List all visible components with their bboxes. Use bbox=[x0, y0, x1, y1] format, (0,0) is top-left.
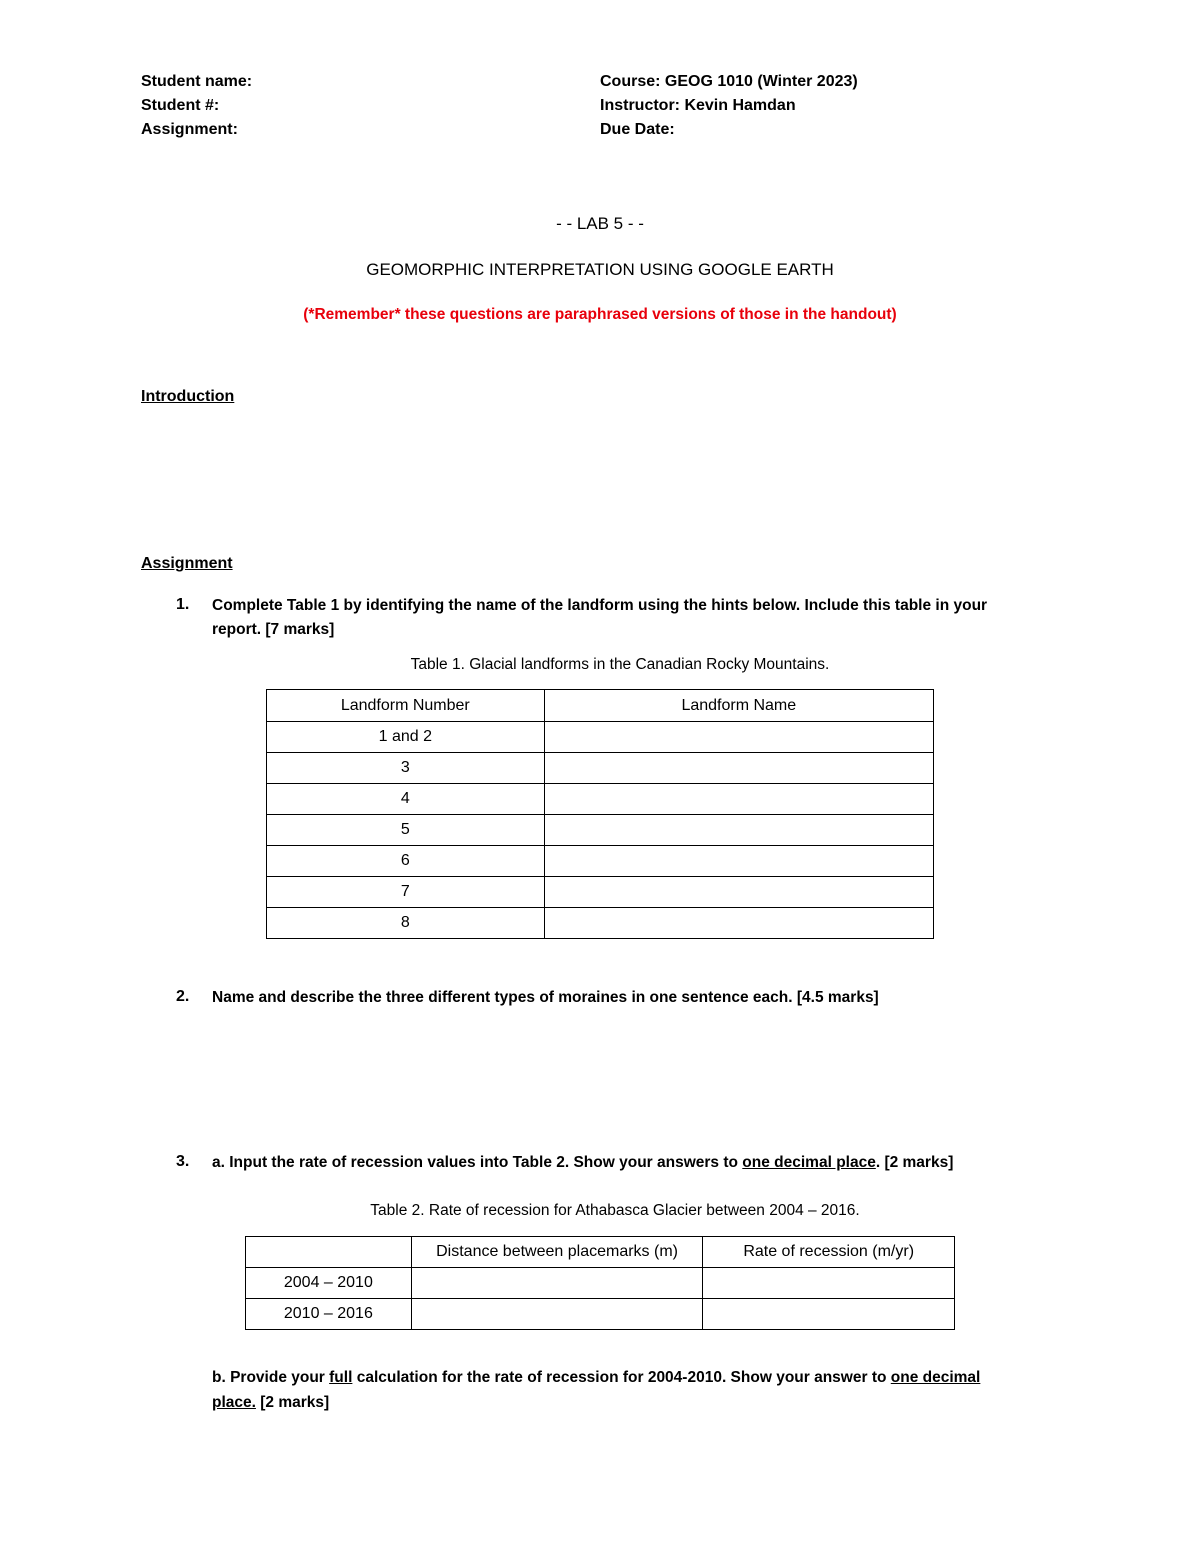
question-3b-text-part: calculation for the rate of recession for 2004-2010. Show your answer to bbox=[352, 1369, 891, 1386]
landform-number-cell: 3 bbox=[267, 753, 545, 784]
landform-name-cell[interactable] bbox=[544, 846, 933, 877]
landform-name-cell[interactable] bbox=[544, 753, 933, 784]
table-row bbox=[267, 908, 934, 939]
assignment-heading: Assignment bbox=[141, 555, 233, 572]
table-row bbox=[246, 1268, 955, 1299]
page-title: GEOMORPHIC INTERPRETATION USING GOOGLE EARTH bbox=[366, 260, 834, 279]
landform-number-cell: 4 bbox=[267, 784, 545, 815]
question-3a-text-part: a. Input the rate of recession values into Table 2. Show your answers to bbox=[212, 1154, 743, 1171]
landform-name-cell[interactable] bbox=[544, 815, 933, 846]
student-number-label: Student #: bbox=[141, 97, 220, 114]
table-row bbox=[267, 722, 934, 753]
question-2-text: Name and describe the three different types of moraines in one sentence each. [4.5 marks] bbox=[212, 989, 879, 1006]
table-row bbox=[267, 846, 934, 877]
period-cell: 2010 – 2016 bbox=[246, 1299, 412, 1330]
rate-cell[interactable] bbox=[703, 1268, 955, 1299]
table-2 bbox=[245, 1236, 955, 1330]
column-header-distance: Distance between placemarks (m) bbox=[411, 1237, 703, 1268]
course-label: Course: GEOG 1010 (Winter 2023) bbox=[600, 73, 858, 90]
question-3-number: 3. bbox=[176, 1153, 190, 1170]
distance-cell[interactable] bbox=[411, 1299, 703, 1330]
assignment-label: Assignment: bbox=[141, 121, 238, 138]
landform-number-cell: 1 and 2 bbox=[267, 722, 545, 753]
question-2-number: 2. bbox=[176, 988, 190, 1005]
table-1-caption: Table 1. Glacial landforms in the Canadian Rocky Mountains. bbox=[410, 656, 830, 673]
instructor-label: Instructor: Kevin Hamdan bbox=[600, 97, 796, 114]
distance-cell[interactable] bbox=[411, 1268, 703, 1299]
question-3a-text-end: . [2 marks] bbox=[875, 1154, 954, 1171]
landform-number-cell: 5 bbox=[267, 815, 545, 846]
introduction-heading: Introduction bbox=[141, 388, 235, 405]
column-header-rate: Rate of recession (m/yr) bbox=[703, 1237, 955, 1268]
remember-note: (*Remember* these questions are paraphrased versions of those in the handout) bbox=[303, 306, 897, 323]
lab-title: - - LAB 5 - - bbox=[556, 214, 644, 233]
question-3b-text-line2 bbox=[212, 1393, 329, 1413]
question-3a-text bbox=[212, 1153, 953, 1173]
question-3b-marks: [2 marks] bbox=[255, 1394, 330, 1411]
table-2-caption: Table 2. Rate of recession for Athabasca Glacier between 2004 – 2016. bbox=[370, 1202, 860, 1219]
table-1-header-row bbox=[267, 690, 934, 722]
rate-cell[interactable] bbox=[703, 1299, 955, 1330]
column-header-landform-number: Landform Number bbox=[267, 690, 545, 722]
landform-number-cell: 6 bbox=[267, 846, 545, 877]
table-row bbox=[267, 815, 934, 846]
landform-name-cell[interactable] bbox=[544, 908, 933, 939]
question-1-number: 1. bbox=[176, 596, 190, 613]
period-cell: 2004 – 2010 bbox=[246, 1268, 412, 1299]
question-3b-emphasis: one decimal bbox=[890, 1369, 981, 1386]
question-1-text-line2: report. [7 marks] bbox=[212, 621, 335, 638]
table-row bbox=[267, 753, 934, 784]
landform-name-cell[interactable] bbox=[544, 722, 933, 753]
question-3b-full-emphasis: full bbox=[329, 1369, 353, 1386]
table-row bbox=[246, 1299, 955, 1330]
table-1 bbox=[266, 689, 934, 939]
column-header-empty bbox=[246, 1237, 412, 1268]
table-2-header-row bbox=[246, 1237, 955, 1268]
question-1-text-line1: Complete Table 1 by identifying the name of the landform using the hints below. Include this table in your bbox=[212, 597, 988, 614]
landform-name-cell[interactable] bbox=[544, 784, 933, 815]
due-date-label: Due Date: bbox=[600, 121, 675, 138]
question-3b-text-line1 bbox=[212, 1368, 980, 1388]
table-row bbox=[267, 784, 934, 815]
landform-name-cell[interactable] bbox=[544, 877, 933, 908]
column-header-landform-name: Landform Name bbox=[544, 690, 933, 722]
student-name-label: Student name: bbox=[141, 73, 253, 90]
question-3b-text-part: b. Provide your bbox=[212, 1369, 330, 1386]
question-3b-emphasis: place. bbox=[212, 1394, 256, 1411]
landform-number-cell: 8 bbox=[267, 908, 545, 939]
question-3a-emphasis: one decimal place bbox=[742, 1154, 876, 1171]
landform-number-cell: 7 bbox=[267, 877, 545, 908]
table-row bbox=[267, 877, 934, 908]
